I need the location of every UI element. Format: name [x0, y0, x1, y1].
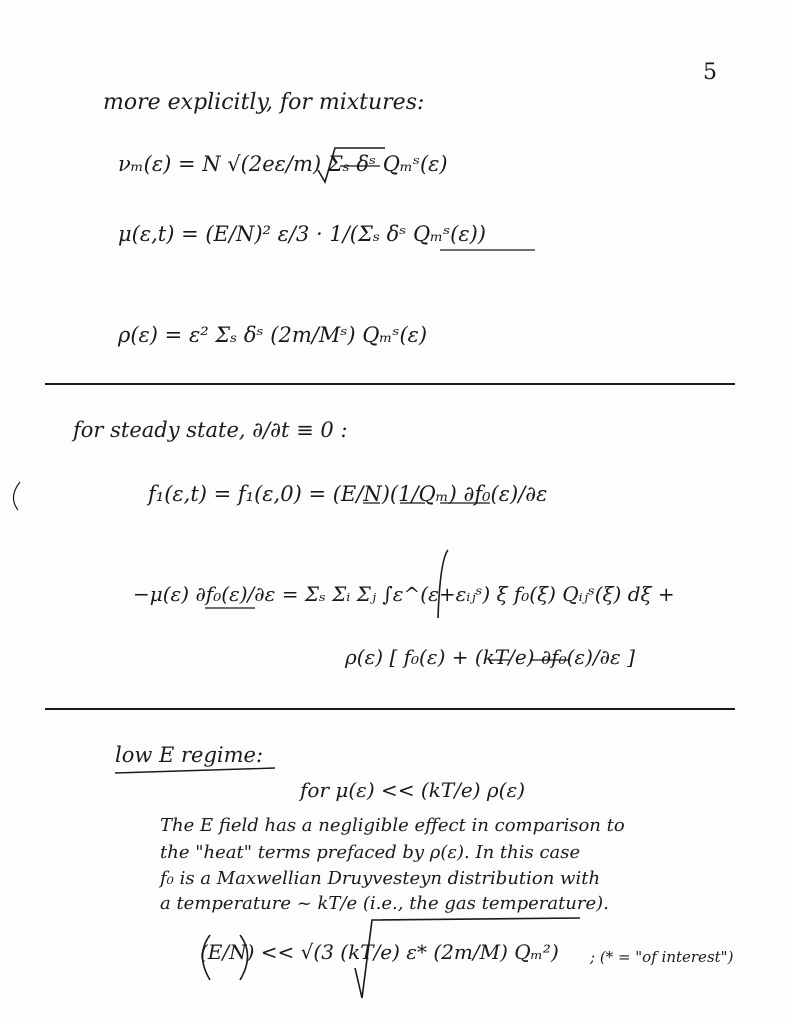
explanation-line-2: the "heat" terms prefaced by ρ(ε). In this case	[160, 842, 581, 863]
section-divider-1	[45, 383, 735, 385]
section1-heading: more explicitly, for mixtures:	[103, 90, 425, 115]
equation-mobility: μ(ε,t) = (E/N)² ε/3 · 1/(Σₛ δˢ Qₘˢ(ε))	[118, 222, 486, 246]
equation-f1: f₁(ε,t) = f₁(ε,0) = (E/N)(1/Qₘ) ∂f₀(ε)/∂ε	[148, 482, 548, 506]
interest-note: ; (* = "of interest")	[590, 948, 734, 966]
equation-rho: ρ(ε) = ε² Σₛ δˢ (2m/Mˢ) Qₘˢ(ε)	[118, 323, 428, 347]
equation-collision-frequency: 𝜈ₘ(ε) = N √(2eε/m) Σₛ δˢ Qₘˢ(ε)	[118, 152, 448, 176]
equation-field-criterion: (E/N) << √(3 (kT/e) ε* (2m/M) Qₘ²)	[200, 940, 559, 964]
explanation-line-1: The E field has a negligible effect in comparison to	[160, 815, 625, 836]
equation-steady-state-line2: ρ(ε) [ f₀(ε) + (kT/e) ∂f₀(ε)/∂ε ]	[345, 645, 635, 669]
explanation-line-3: f₀ is a Maxwellian Druyvesteyn distribution with	[160, 868, 601, 889]
section2-heading: for steady state, ∂/∂t ≡ 0 :	[73, 418, 348, 442]
low-field-condition: for μ(ε) << (kT/e) ρ(ε)	[300, 778, 526, 802]
section-divider-2	[45, 708, 735, 710]
section3-heading: low E regime:	[115, 743, 264, 767]
equation-steady-state-line1: −μ(ε) ∂f₀(ε)/∂ε = Σₛ Σᵢ Σⱼ ∫ε^(ε+εᵢⱼˢ) ξ f₀(ξ) Qᵢⱼˢ(ξ) dξ +	[133, 582, 675, 606]
page-number: 5	[703, 60, 717, 85]
explanation-line-4: a temperature ~ kT/e (i.e., the gas temperature).	[160, 893, 609, 914]
